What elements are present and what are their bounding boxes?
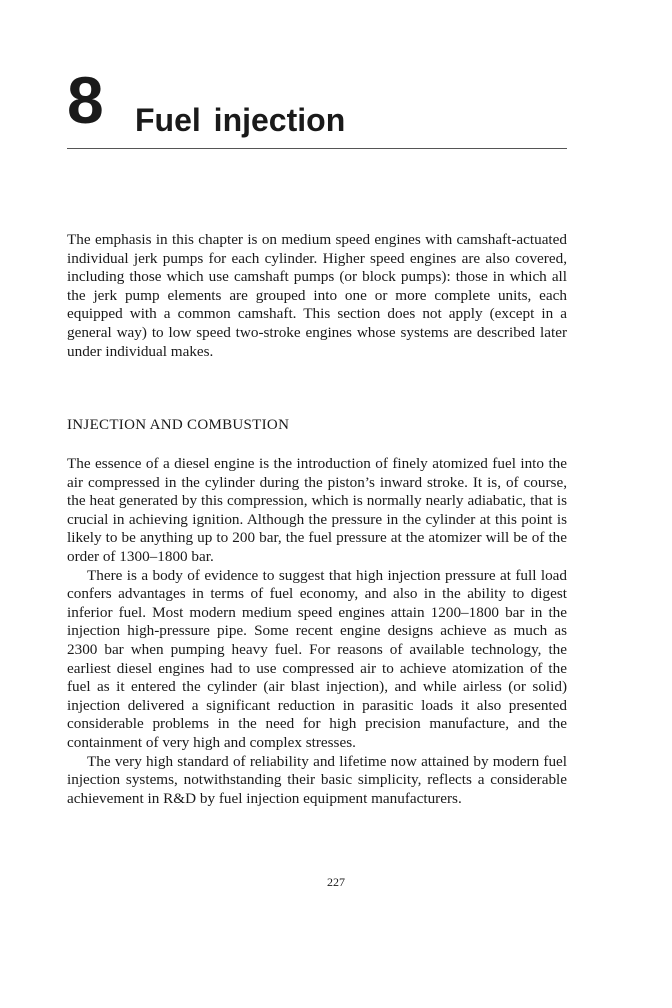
chapter-title: Fuel injection xyxy=(135,102,346,138)
intro-paragraph: The emphasis in this chapter is on medium speed engines with camshaft-actuated individual jerk pumps for each cylinder. Higher speed engines are also covered, including those which use camshaft pumps (or block pumps): those in which all the jerk pump elements are grouped into one or more complete units, each equipped with a common camshaft. This section does not apply (except in a general way) to low speed two-stroke engines whose systems are described later under individual makes. xyxy=(67,231,567,360)
section-heading: INJECTION AND COMBUSTION xyxy=(67,417,290,433)
chapter-header xyxy=(67,63,567,149)
section-body xyxy=(67,455,567,808)
paragraph-2: There is a body of evidence to suggest that high injection pressure at full load confers advantages in terms of fuel economy, and also in the ability to digest inferior fuel. Most modern medium speed engines attain 1200–1800 bar in the injection high-pressure pipe. Some recent engine designs achieve as much as 2300 bar when pumping heavy fuel. For reasons of available technology, the earliest diesel engines had to use compressed air to achieve atomization of the fuel as it entered the cylinder (air blast injection), and while airless (or solid) injection delivered a significant reduction in parasitic loads it also presented considerable problems in the need for high precision manufacture, and the containment of very high and complex stresses. xyxy=(67,566,567,751)
paragraph-3: The very high standard of reliability and lifetime now attained by modern fuel injection systems, notwithstanding their basic simplicity, reflects a considerable achievement in R&D by fuel injection equipment manufacturers. xyxy=(67,752,567,807)
chapter-number: 8 xyxy=(67,63,104,137)
paragraph-1: The essence of a diesel engine is the introduction of finely atomized fuel into the air compressed in the cylinder during the piston’s inward stroke. It is, of course, the heat generated by this compression, which is normally nearly adiabatic, that is crucial in achieving ignition. Although the pressure in the cylinder at this point is likely to be anything up to 200 bar, the fuel pressure at the atomizer will be of the order of 1300–1800 bar. xyxy=(67,455,567,565)
page-number: 227 xyxy=(327,875,345,889)
